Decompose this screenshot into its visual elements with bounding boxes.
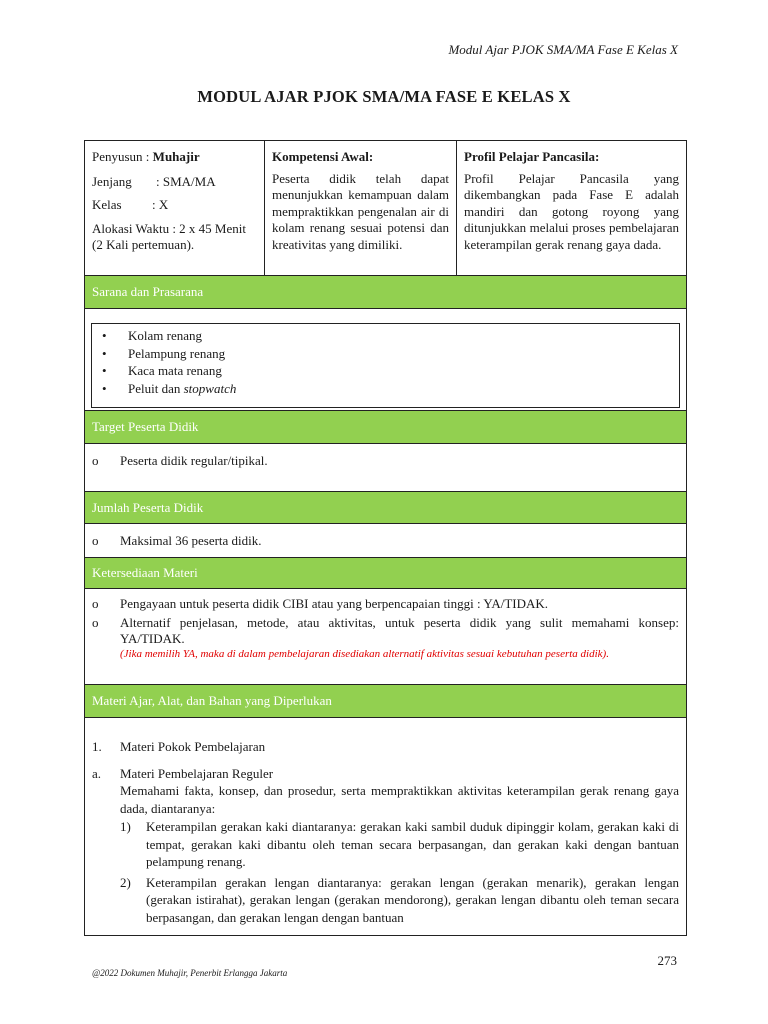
bullet-icon: • bbox=[102, 380, 107, 396]
ketersediaan-note: (Jika memilih YA, maka di dalam pembelajaran disediakan alternatif aktivitas sesuai kebutuhan peserta didik). bbox=[120, 647, 609, 660]
kompetensi-column bbox=[265, 141, 457, 275]
footer-copyright: @2022 Dokumen Muhajir, Penerbit Erlangga Jakarta bbox=[92, 968, 288, 978]
target-text: Peserta didik regular/tipikal. bbox=[120, 453, 268, 468]
materi-reguler: Materi Pembelajaran Reguler bbox=[120, 765, 274, 781]
page-number: 273 bbox=[657, 953, 677, 968]
identity-column bbox=[85, 141, 265, 275]
list-item-text: Kolam renang bbox=[128, 328, 203, 343]
penyusun-value: Muhajir bbox=[152, 149, 200, 164]
list-item-italic: stopwatch bbox=[183, 380, 237, 396]
materi-item-1: Keterampilan gerakan kaki diantaranya: gerakan kaki sambil duduk dipinggir kolam, gerakan kaki di tempat, gerakan kaki dibantu oleh teman secara berpasangan, dan gerakan kaki dengan bantuan pelampung renang. bbox=[146, 819, 679, 869]
identity-row bbox=[85, 141, 686, 276]
bullet-icon: • bbox=[102, 345, 107, 361]
materi-item-2: Keterampilan gerakan lengan diantaranya: gerakan lengan (gerakan menarik), gerakan lengan (gerakan istirahat), gerakan lengan (gerakan mendorong), gerakan lengan dibantu oleh teman secara berpasangan, dan gerakan lengan dengan bantuan bbox=[146, 874, 679, 925]
kompetensi-heading: Kompetensi Awal: bbox=[272, 149, 374, 164]
list-number: 1. bbox=[92, 739, 102, 754]
bullet-icon: • bbox=[102, 363, 107, 378]
list-item bbox=[102, 380, 679, 398]
profil-text: Profil Pelajar Pancasila yang dikembangkan pada Fase E adalah mandiri dan gotong royong yang ditunjukkan melalui proses pembelajaran keterampilan gerak renang gaya dada. bbox=[464, 170, 679, 252]
list-item-text: Peluit dan bbox=[128, 380, 184, 396]
sarana-heading: Sarana dan Prasarana bbox=[85, 276, 686, 309]
module-table bbox=[84, 140, 687, 936]
jenjang-value: : SMA/MA bbox=[156, 173, 216, 189]
list-item bbox=[102, 327, 679, 345]
target-heading: Target Peserta Didik bbox=[85, 411, 686, 444]
kompetensi-text: Peserta didik telah dapat menunjukkan kemampuan dalam mempraktikkan pengenalan air di kolam renang sesuai potensi dan kreativitas yang dimiliki. bbox=[272, 170, 449, 252]
document-title: MODUL AJAR PJOK SMA/MA FASE E KELAS X bbox=[197, 87, 571, 106]
ketersediaan-heading: Ketersediaan Materi bbox=[85, 558, 686, 589]
penyusun-label: Penyusun : bbox=[92, 149, 153, 164]
sarana-list bbox=[91, 323, 680, 408]
list-item-text: Pelampung renang bbox=[128, 345, 226, 361]
list-item bbox=[102, 362, 679, 380]
materi-heading: Materi Ajar, Alat, dan Bahan yang Diperlukan bbox=[85, 685, 686, 718]
bullet-icon: • bbox=[102, 328, 107, 343]
jumlah-text: Maksimal 36 peserta didik. bbox=[120, 533, 262, 548]
list-item-text: Kaca mata renang bbox=[128, 363, 222, 378]
materi-pokok: Materi Pokok Pembelajaran bbox=[120, 739, 266, 754]
materi-paragraph: Memahami fakta, konsep, dan prosedur, serta mempraktikkan aktivitas keterampilan gerak renang gaya dada, diantaranya: bbox=[120, 783, 679, 816]
target-body bbox=[85, 444, 686, 492]
kelas-label: Kelas bbox=[92, 197, 122, 212]
running-header: Modul Ajar PJOK SMA/MA Fase E Kelas X bbox=[448, 42, 678, 57]
list-item bbox=[102, 345, 679, 363]
list-number: 2) bbox=[120, 874, 131, 890]
kelas-value: : X bbox=[152, 197, 169, 212]
circle-bullet-icon: o bbox=[92, 614, 99, 630]
profil-heading: Profil Pelajar Pancasila: bbox=[464, 149, 600, 164]
circle-bullet-icon: o bbox=[92, 453, 99, 468]
alokasi-waktu: Alokasi Waktu : 2 x 45 Menit (2 Kali pertemuan). bbox=[92, 220, 246, 252]
circle-bullet-icon: o bbox=[92, 596, 99, 611]
sarana-body bbox=[85, 309, 686, 411]
jumlah-body bbox=[85, 524, 686, 558]
materi-body bbox=[85, 718, 686, 926]
jenjang-label: Jenjang bbox=[92, 173, 132, 189]
list-number: 1) bbox=[120, 819, 131, 834]
ketersediaan-item-2: Alternatif penjelasan, metode, atau aktivitas, untuk peserta didik yang sulit memahami konsep: YA/TIDAK. bbox=[120, 614, 679, 647]
ketersediaan-body bbox=[85, 589, 686, 685]
list-letter: a. bbox=[92, 765, 102, 781]
ketersediaan-item-1: Pengayaan untuk peserta didik CIBI atau yang berpencapaian tinggi : YA/TIDAK. bbox=[120, 596, 549, 611]
jumlah-heading: Jumlah Peserta Didik bbox=[85, 492, 686, 524]
profil-column bbox=[457, 141, 686, 275]
circle-bullet-icon: o bbox=[92, 533, 99, 548]
